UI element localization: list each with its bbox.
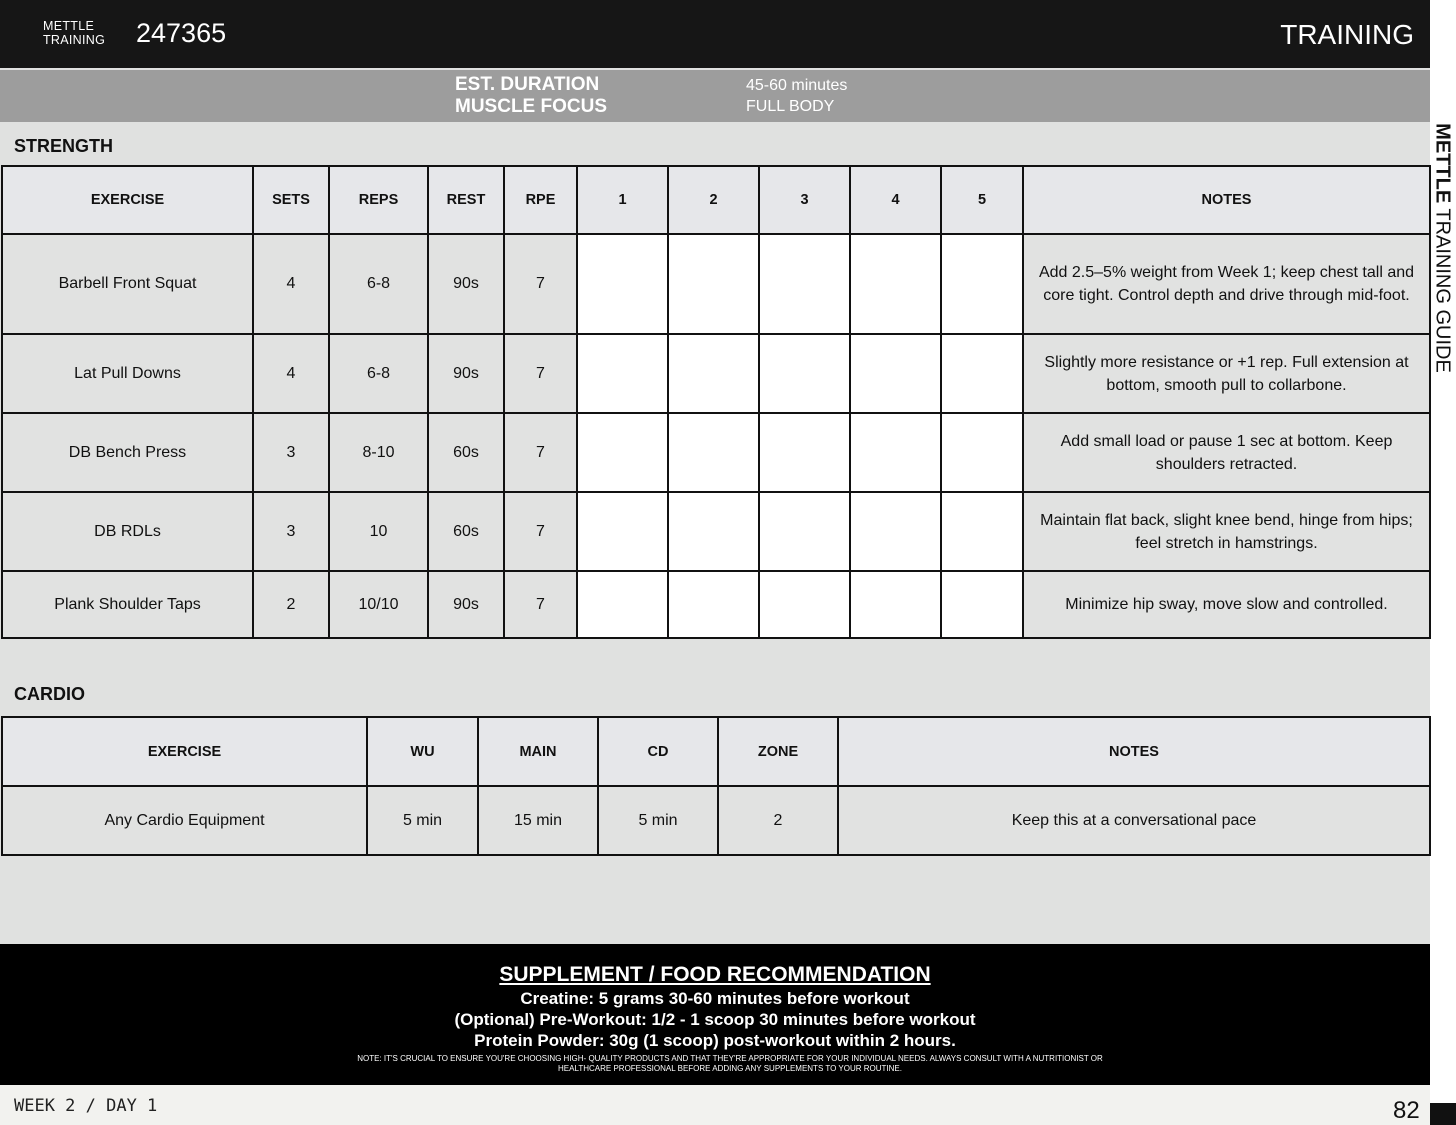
supplement-title: SUPPLEMENT / FOOD RECOMMENDATION bbox=[499, 963, 931, 986]
strength-table bbox=[1, 165, 1431, 639]
rest-value: 60s bbox=[428, 492, 504, 571]
col-set-4: 4 bbox=[850, 166, 941, 234]
rpe-value: 7 bbox=[504, 334, 577, 413]
log-cell-set-1[interactable] bbox=[577, 492, 668, 571]
table-row bbox=[2, 234, 1430, 334]
strength-title: STRENGTH bbox=[14, 136, 113, 156]
vertical-title: TRAINING GUIDE bbox=[1431, 208, 1454, 373]
focus-value: FULL BODY bbox=[746, 98, 835, 115]
log-cell-set-3[interactable] bbox=[759, 571, 850, 638]
exercise-notes: Add small load or pause 1 sec at bottom. Keep shoulders retracted. bbox=[1023, 413, 1430, 492]
col-set-2: 2 bbox=[668, 166, 759, 234]
exercise-name: Plank Shoulder Taps bbox=[2, 571, 253, 638]
exercise-notes: Add 2.5–5% weight from Week 1; keep chest tall and core tight. Control depth and drive through mid-foot. bbox=[1023, 234, 1430, 334]
sets-value: 3 bbox=[253, 413, 329, 492]
brand-line-2: TRAINING bbox=[43, 33, 106, 47]
exercise-name: Lat Pull Downs bbox=[2, 334, 253, 413]
log-cell-set-1[interactable] bbox=[577, 334, 668, 413]
vertical-guide-title bbox=[1431, 123, 1454, 373]
reps-value: 8-10 bbox=[329, 413, 428, 492]
cardio-table bbox=[1, 716, 1431, 856]
cardio-header-row bbox=[2, 717, 1430, 786]
rpe-value: 7 bbox=[504, 492, 577, 571]
supplement-line-protein: Protein Powder: 30g (1 scoop) post-workout within 2 hours. bbox=[474, 1031, 956, 1050]
focus-label: MUSCLE FOCUS bbox=[455, 96, 607, 117]
document-id: 247365 bbox=[136, 18, 227, 48]
col-sets: SETS bbox=[253, 166, 329, 234]
wu-value: 5 min bbox=[367, 786, 478, 855]
exercise-name: DB RDLs bbox=[2, 492, 253, 571]
col-cd: CD bbox=[598, 717, 718, 786]
rpe-value: 7 bbox=[504, 571, 577, 638]
col-set-1: 1 bbox=[577, 166, 668, 234]
supplement-line-creatine: Creatine: 5 grams 30-60 minutes before workout bbox=[520, 989, 910, 1008]
rpe-value: 7 bbox=[504, 234, 577, 334]
log-cell-set-3[interactable] bbox=[759, 413, 850, 492]
log-cell-set-3[interactable] bbox=[759, 234, 850, 334]
brand-line-1: METTLE bbox=[43, 19, 95, 33]
rest-value: 60s bbox=[428, 413, 504, 492]
col-set-3: 3 bbox=[759, 166, 850, 234]
exercise-notes: Keep this at a conversational pace bbox=[838, 786, 1430, 855]
page-title: TRAINING bbox=[1280, 19, 1414, 50]
log-cell-set-1[interactable] bbox=[577, 413, 668, 492]
brand-logo bbox=[43, 19, 105, 47]
page-header bbox=[0, 0, 1430, 68]
exercise-notes: Maintain flat back, slight knee bend, hinge from hips; feel stretch in hamstrings. bbox=[1023, 492, 1430, 571]
sets-value: 4 bbox=[253, 334, 329, 413]
main-value: 15 min bbox=[478, 786, 598, 855]
supplement-disclaimer: NOTE: IT'S CRUCIAL TO ENSURE YOU'RE CHOOSING HIGH- QUALITY PRODUCTS AND THAT THEY'RE APPROPRIATE FOR YOUR INDIVIDUAL NEEDS. ALWAYS CONSULT WITH A NUTRITIONIST OR HEALTHCARE PROFESSIONAL BEFORE ADDING ANY SUPPLEMENTS TO YOUR ROUTINE. bbox=[357, 1054, 1103, 1073]
table-row bbox=[2, 571, 1430, 638]
exercise-name: Barbell Front Squat bbox=[2, 234, 253, 334]
col-notes: NOTES bbox=[1023, 166, 1430, 234]
reps-value: 10 bbox=[329, 492, 428, 571]
exercise-notes: Slightly more resistance or +1 rep. Full extension at bottom, smooth pull to collarbone. bbox=[1023, 334, 1430, 413]
log-cell-set-2[interactable] bbox=[668, 492, 759, 571]
col-set-5: 5 bbox=[941, 166, 1023, 234]
log-cell-set-4[interactable] bbox=[850, 413, 941, 492]
table-row bbox=[2, 492, 1430, 571]
supplement-panel bbox=[0, 944, 1430, 1085]
reps-value: 6-8 bbox=[329, 334, 428, 413]
col-wu: WU bbox=[367, 717, 478, 786]
col-reps: REPS bbox=[329, 166, 428, 234]
col-exercise: EXERCISE bbox=[2, 717, 367, 786]
exercise-name: Any Cardio Equipment bbox=[2, 786, 367, 855]
rest-value: 90s bbox=[428, 571, 504, 638]
week-day-label: WEEK 2 / DAY 1 bbox=[14, 1096, 158, 1116]
log-cell-set-2[interactable] bbox=[668, 571, 759, 638]
page-marker bbox=[1430, 1103, 1456, 1125]
rpe-value: 7 bbox=[504, 413, 577, 492]
log-cell-set-5[interactable] bbox=[941, 234, 1023, 334]
cardio-title: CARDIO bbox=[14, 684, 85, 704]
exercise-notes: Minimize hip sway, move slow and controlled. bbox=[1023, 571, 1430, 638]
log-cell-set-2[interactable] bbox=[668, 234, 759, 334]
supplement-line-preworkout: (Optional) Pre-Workout: 1/2 - 1 scoop 30 minutes before workout bbox=[454, 1010, 976, 1029]
duration-value: 45-60 minutes bbox=[746, 77, 848, 94]
rest-value: 90s bbox=[428, 334, 504, 413]
col-rest: REST bbox=[428, 166, 504, 234]
log-cell-set-4[interactable] bbox=[850, 571, 941, 638]
rest-value: 90s bbox=[428, 234, 504, 334]
log-cell-set-4[interactable] bbox=[850, 492, 941, 571]
col-exercise: EXERCISE bbox=[2, 166, 253, 234]
info-bar bbox=[0, 70, 1430, 122]
log-cell-set-5[interactable] bbox=[941, 334, 1023, 413]
log-cell-set-3[interactable] bbox=[759, 492, 850, 571]
log-cell-set-2[interactable] bbox=[668, 334, 759, 413]
col-main: MAIN bbox=[478, 717, 598, 786]
sets-value: 3 bbox=[253, 492, 329, 571]
exercise-name: DB Bench Press bbox=[2, 413, 253, 492]
vertical-brand: METTLE bbox=[1431, 123, 1454, 204]
log-cell-set-5[interactable] bbox=[941, 492, 1023, 571]
reps-value: 6-8 bbox=[329, 234, 428, 334]
sets-value: 2 bbox=[253, 571, 329, 638]
table-row bbox=[2, 334, 1430, 413]
log-cell-set-1[interactable] bbox=[577, 571, 668, 638]
col-notes: NOTES bbox=[838, 717, 1430, 786]
table-row bbox=[2, 786, 1430, 855]
duration-label: EST. DURATION bbox=[455, 74, 600, 95]
page-footer bbox=[0, 1085, 1430, 1125]
zone-value: 2 bbox=[718, 786, 838, 855]
page-number: 82 bbox=[1393, 1097, 1420, 1124]
col-rpe: RPE bbox=[504, 166, 577, 234]
reps-value: 10/10 bbox=[329, 571, 428, 638]
table-row bbox=[2, 413, 1430, 492]
sets-value: 4 bbox=[253, 234, 329, 334]
cd-value: 5 min bbox=[598, 786, 718, 855]
strength-header-row bbox=[2, 166, 1430, 234]
log-cell-set-5[interactable] bbox=[941, 413, 1023, 492]
log-cell-set-3[interactable] bbox=[759, 334, 850, 413]
log-cell-set-4[interactable] bbox=[850, 334, 941, 413]
col-zone: ZONE bbox=[718, 717, 838, 786]
log-cell-set-4[interactable] bbox=[850, 234, 941, 334]
log-cell-set-1[interactable] bbox=[577, 234, 668, 334]
log-cell-set-5[interactable] bbox=[941, 571, 1023, 638]
log-cell-set-2[interactable] bbox=[668, 413, 759, 492]
